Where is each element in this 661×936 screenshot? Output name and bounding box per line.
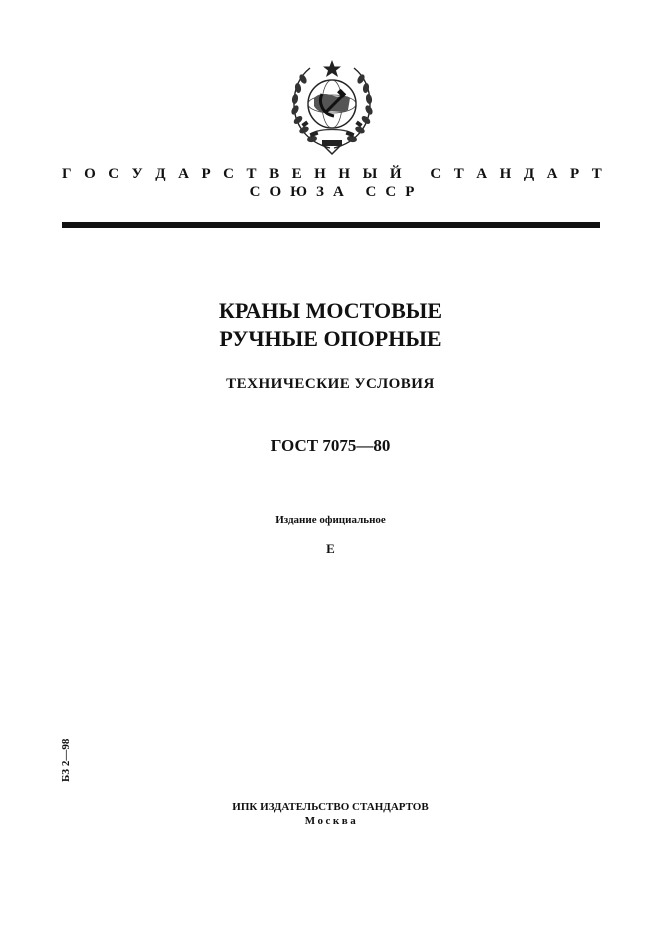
header-letter: У xyxy=(131,166,143,182)
header-letter: С xyxy=(430,166,442,182)
header-letter: Р xyxy=(201,166,211,182)
header-letter: Н xyxy=(499,166,512,182)
state-emblem-icon xyxy=(284,58,380,156)
header-letter: Ы xyxy=(362,166,378,182)
header-state-standard xyxy=(62,166,602,183)
header-letter: В xyxy=(269,166,280,182)
edition-label: Издание официальное xyxy=(275,514,386,526)
header-letter: Т xyxy=(591,166,602,182)
header-letter: О xyxy=(84,166,96,182)
header-letter: Т xyxy=(453,166,464,182)
header-letter: С xyxy=(108,166,120,182)
header-letter: Д xyxy=(523,166,535,182)
document-subtitle: ТЕХНИЧЕСКИЕ УСЛОВИЯ xyxy=(226,376,435,392)
publisher-city: Москва xyxy=(304,815,359,827)
header-letter: Т xyxy=(246,166,257,182)
document-title-line2: РУЧНЫЕ ОПОРНЫЕ xyxy=(219,326,442,351)
header-letter: Р xyxy=(570,166,580,182)
header-letter: Й xyxy=(389,166,402,182)
header-letter: А xyxy=(546,166,558,182)
side-catalog-code: БЗ 2—98 xyxy=(60,738,72,782)
header-letter: Е xyxy=(291,166,302,182)
header-letter: Н xyxy=(338,166,351,182)
header-ussr: СОЮЗА ССР xyxy=(249,184,424,200)
header-letter: С xyxy=(223,166,234,182)
header-letter: Н xyxy=(314,166,326,182)
header-letter: А xyxy=(178,166,189,182)
document-title-line1: КРАНЫ МОСТОВЫЕ xyxy=(218,298,443,323)
header-letter: А xyxy=(476,166,488,182)
edition-letter: Е xyxy=(326,541,335,556)
header-letter: Д xyxy=(155,166,166,182)
header-letter: Г xyxy=(62,166,72,182)
header-divider xyxy=(62,222,600,228)
header-letter xyxy=(414,166,418,183)
standard-number: ГОСТ 7075—80 xyxy=(270,436,391,455)
publisher-name: ИПК ИЗДАТЕЛЬСТВО СТАНДАРТОВ xyxy=(232,801,429,813)
